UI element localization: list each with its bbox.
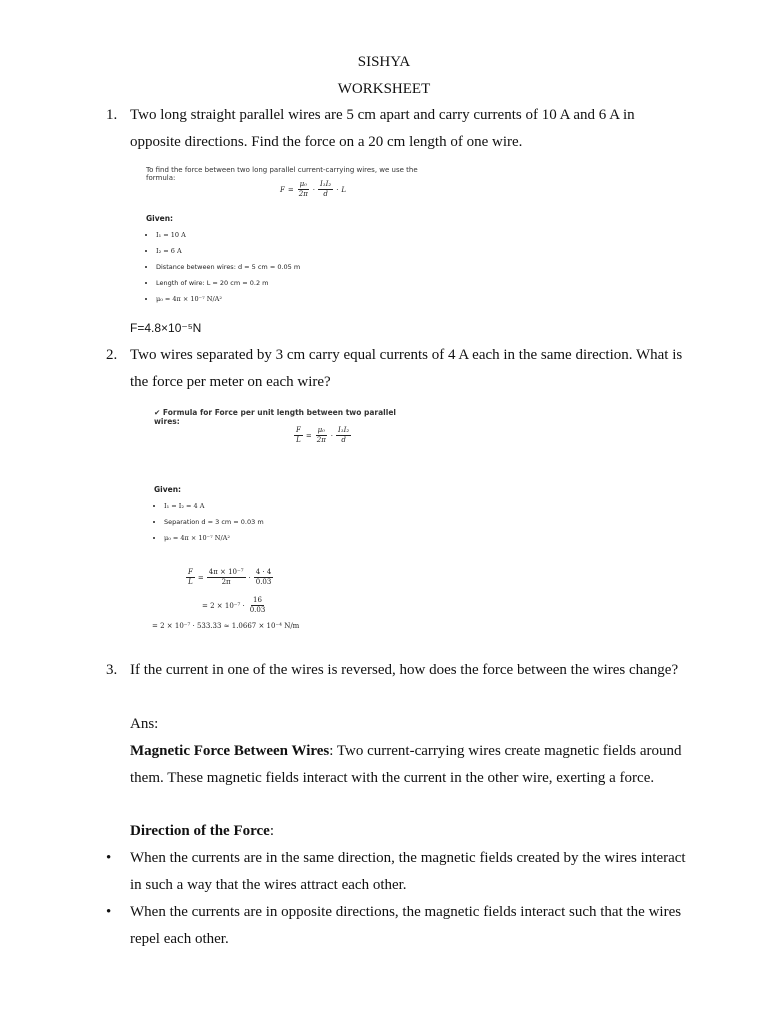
page-subtitle: WORKSHEET [337, 81, 431, 97]
question-number: 3. [106, 662, 118, 678]
given-item: • μ₀ = 4π × 10⁻⁷ N/A² [156, 291, 300, 307]
given-item: • Distance between wires: d = 5 cm = 0.05 m [156, 259, 300, 275]
paragraph-heading: Direction of the Force [130, 823, 270, 839]
question-1 [106, 102, 686, 156]
bullet-item [106, 845, 686, 899]
given-item: • Length of wire: L = 20 cm = 0.2 m [156, 275, 300, 291]
image-caption: ✔ Formula for Force per unit length between two parallel wires: [154, 408, 396, 426]
given-label: Given: [146, 214, 174, 223]
question-number: 1. [106, 107, 118, 123]
answer-paragraph-1 [130, 738, 690, 792]
given-item: • μ₀ = 4π × 10⁻⁷ N/A² [164, 530, 264, 546]
calculation-step-2: = 2 × 10⁻⁷ · $\frac{16}{0.03}$ [202, 596, 266, 614]
q1-result: F=4.8×10⁻⁵N [130, 321, 202, 335]
given-list [142, 227, 300, 307]
question-number: 2. [106, 347, 118, 363]
question-3 [106, 657, 686, 684]
question-text: Two long straight parallel wires are 5 cm apart and carry currents of 10 A and 6 A in opposite directions. Find the force on a 20 cm length of one wire. [130, 107, 635, 150]
bullet-icon: • [106, 850, 112, 866]
calculation-step-3: = 2 × 10⁻⁷ · 533.33 ≈ 1.0667 × 10⁻⁴ N/m [152, 622, 300, 630]
calculation-step-1: $\frac{F}{L}$ = $\frac{\text{4π × 10⁻⁷}}{2\pi}$ · $\frac{4 \cdot 4}{0.03}$ [188, 568, 272, 586]
given-item: • I₂ = 6 A [156, 243, 300, 259]
page-title: SISHYA [357, 54, 411, 70]
question-2 [106, 342, 686, 396]
force-formula: F = $\frac{\text{μ₀}}{2\pi}$ · $\frac{\text{I₁I₂}}{d}$ · L [280, 180, 347, 198]
paragraph-text: : [269, 823, 274, 839]
image-caption: To find the force between two long parallel current-carrying wires, we use the formula: [146, 166, 418, 182]
given-list [150, 498, 264, 546]
answer-label: Ans: [130, 716, 159, 732]
bullet-text: When the currents are in the same direction, the magnetic fields created by the wires interact in such a way that the wires attract each other. [130, 850, 686, 893]
answer-paragraph-2 [130, 818, 690, 845]
bullet-icon: • [106, 904, 112, 920]
paragraph-text: : Two current-carrying wires create magnetic fields around them. These magnetic fields interact with the current in the other wire, exerting a force. [130, 743, 682, 786]
given-label: Given: [154, 485, 182, 494]
given-item: • Separation d = 3 cm = 0.03 m [164, 514, 264, 530]
paragraph-heading: Magnetic Force Between Wires [130, 743, 330, 759]
question-text: Two wires separated by 3 cm carry equal currents of 4 A each in the same direction. What is the force per meter on each wire? [130, 347, 683, 390]
question-text: If the current in one of the wires is reversed, how does the force between the wires change? [130, 662, 679, 678]
bullet-item [106, 899, 686, 953]
given-item: • I₁ = 10 A [156, 227, 300, 243]
given-item: • I₁ = I₂ = 4 A [164, 498, 264, 514]
q1-solution-image [140, 160, 420, 310]
bullet-text: When the currents are in opposite directions, the magnetic fields interact such that the wires repel each other. [130, 904, 682, 947]
force-per-length-formula: $\frac{F}{L}$ = $\frac{\text{μ₀}}{2\pi}$ · $\frac{\text{I₁I₂}}{d}$ [296, 426, 350, 444]
q2-solution-image [140, 402, 420, 647]
